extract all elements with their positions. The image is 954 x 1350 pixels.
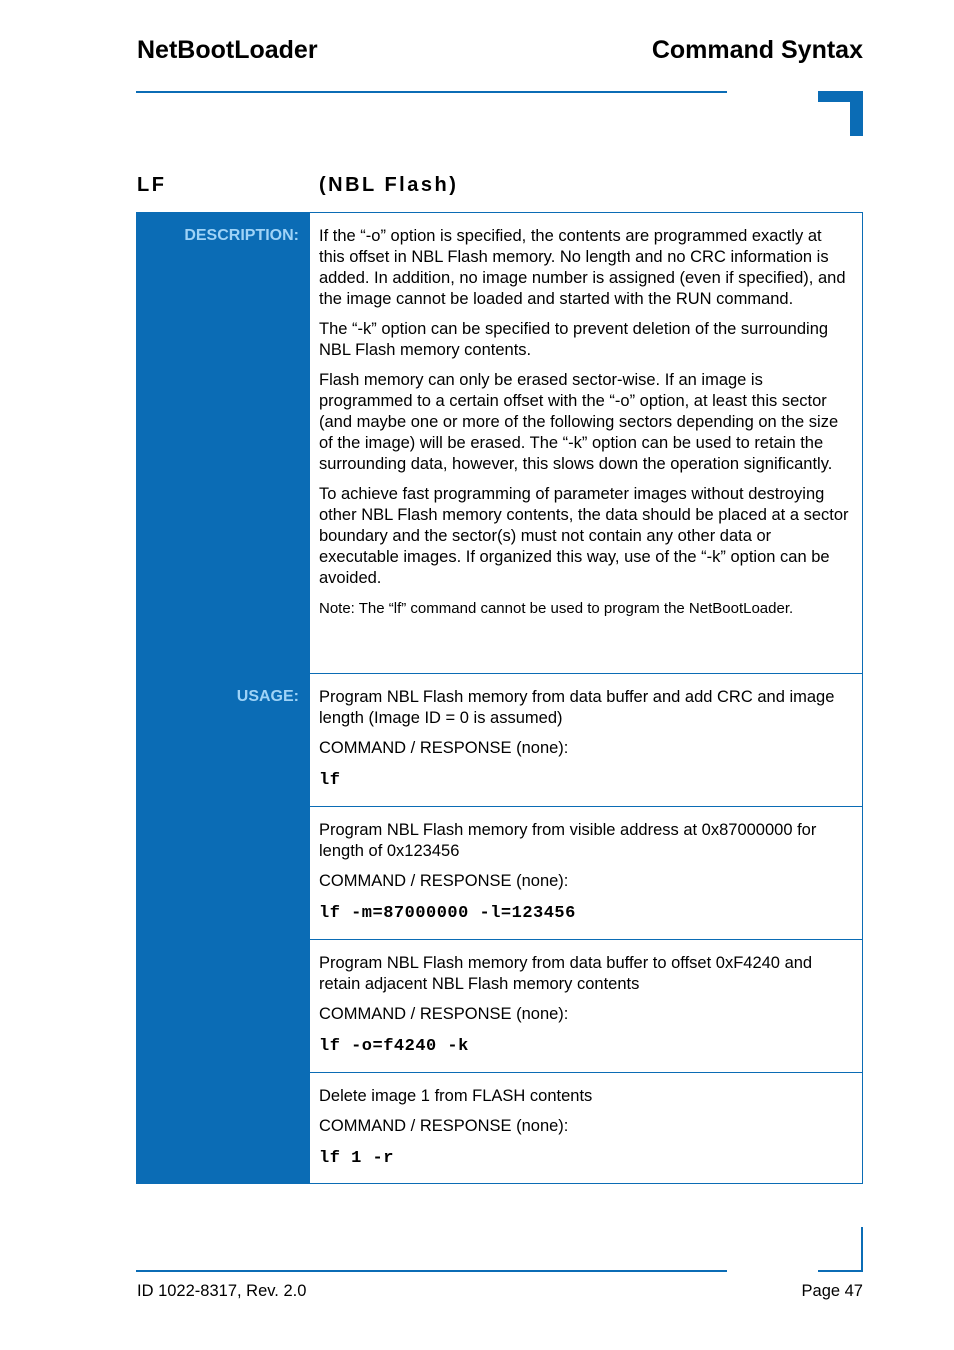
document-id: ID 1022-8317, Rev. 2.0 xyxy=(137,1282,307,1300)
description-cell xyxy=(310,213,862,673)
page-number: Page 47 xyxy=(801,1282,863,1300)
description-note: Note: The “lf” command cannot be used to program the NetBootLoader. xyxy=(319,600,794,617)
usage-cell xyxy=(310,673,862,806)
label-column xyxy=(137,213,310,1183)
description-paragraph: Flash memory can only be erased sector-wise. If an image is programmed to a certain offset with the “-o” option, at least this sector (and maybe one or more of the following sectors depending on the size of the image) will be erased. The “-k” option can be used to retain the surrounding data, however, this slows down the operation significantly. xyxy=(319,371,839,473)
usage-command: lf 1 -r xyxy=(319,1149,394,1168)
usage-response-label: COMMAND / RESPONSE (none): xyxy=(319,739,569,757)
description-paragraph: If the “-o” option is specified, the contents are programmed exactly at this offset in NBL Flash memory. No length and no CRC information is added. In addition, no image number is assigned (even if specified), and the image cannot be loaded and started with the RUN command. xyxy=(319,227,846,308)
corner-mark-bottom xyxy=(818,1227,863,1272)
usage-cell xyxy=(310,806,862,939)
footer-rule xyxy=(136,1270,727,1272)
usage-command: lf -o=f4240 -k xyxy=(319,1037,469,1056)
usage-cell xyxy=(310,1072,862,1183)
usage-response-label: COMMAND / RESPONSE (none): xyxy=(319,1005,569,1023)
header-rule xyxy=(136,91,727,93)
description-label: DESCRIPTION: xyxy=(184,227,299,244)
description-paragraph: The “-k” option can be specified to prevent deletion of the surrounding NBL Flash memory contents. xyxy=(319,320,829,359)
description-paragraph: To achieve fast programming of parameter images without destroying other NBL Flash memory contents, the data should be placed at a sector boundary and the sector(s) must not contain any other data or executable images. If organized this way, use of the “-k” option can be avoided. xyxy=(319,485,849,587)
usage-cell xyxy=(310,939,862,1072)
usage-text: Delete image 1 from FLASH contents xyxy=(319,1087,593,1105)
usage-text: Program NBL Flash memory from data buffer and add CRC and image length (Image ID = 0 is assumed) xyxy=(319,688,835,727)
command-table xyxy=(136,212,863,1184)
usage-text: Program NBL Flash memory from visible address at 0x87000000 for length of 0x123456 xyxy=(319,821,817,860)
usage-label: USAGE: xyxy=(236,688,299,705)
corner-mark-top xyxy=(818,91,863,136)
header-title: NetBootLoader xyxy=(137,36,318,64)
usage-command: lf -m=87000000 -l=123456 xyxy=(319,904,576,923)
usage-command: lf xyxy=(319,771,341,790)
header-section-title: Command Syntax xyxy=(651,36,863,64)
usage-response-label: COMMAND / RESPONSE (none): xyxy=(319,1117,569,1135)
section-command: LF xyxy=(137,174,167,196)
usage-text: Program NBL Flash memory from data buffer to offset 0xF4240 and retain adjacent NBL Flash memory contents xyxy=(319,954,813,993)
section-name: (NBL Flash) xyxy=(319,174,459,196)
usage-response-label: COMMAND / RESPONSE (none): xyxy=(319,872,569,890)
